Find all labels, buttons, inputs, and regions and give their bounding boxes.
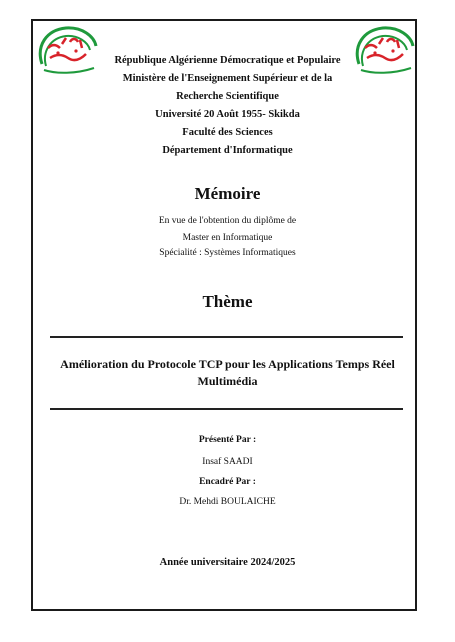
thesis-title-line-1: Amélioration du Protocole TCP pour les Applications Temps Réel xyxy=(60,357,395,371)
memoire-specialty: Spécialité : Systèmes Informatiques xyxy=(159,248,296,258)
ministry-line: Ministère de l'Enseignement Supérieur et de la xyxy=(122,73,333,84)
top-divider xyxy=(50,336,403,338)
university-logo-right xyxy=(353,24,417,76)
presented-by-label: Présenté Par : xyxy=(198,435,257,445)
university-name: Université 20 Août 1955- Skikda xyxy=(155,109,300,120)
academic-year: Année universitaire 2024/2025 xyxy=(159,557,296,568)
department-name: Département d'Informatique xyxy=(162,145,293,156)
university-logo-left xyxy=(36,24,100,76)
memoire-title: Mémoire xyxy=(194,184,261,203)
republic-line: République Algérienne Démocratique et Populaire xyxy=(114,55,341,66)
theme-label: Thème xyxy=(202,292,253,311)
supervised-by-label: Encadré Par : xyxy=(199,477,256,487)
faculty-name: Faculté des Sciences xyxy=(182,127,273,138)
memoire-degree: Master en Informatique xyxy=(182,233,273,243)
student-name: Insaf SAADI xyxy=(202,457,253,467)
page-border xyxy=(31,19,417,611)
bottom-divider xyxy=(50,408,403,410)
thesis-title-line-2: Multimédia xyxy=(197,374,258,388)
ministry-line-2: Recherche Scientifique xyxy=(176,91,279,102)
memoire-purpose: En vue de l'obtention du diplôme de xyxy=(158,216,297,226)
supervisor-name: Dr. Mehdi BOULAICHE xyxy=(179,497,276,507)
